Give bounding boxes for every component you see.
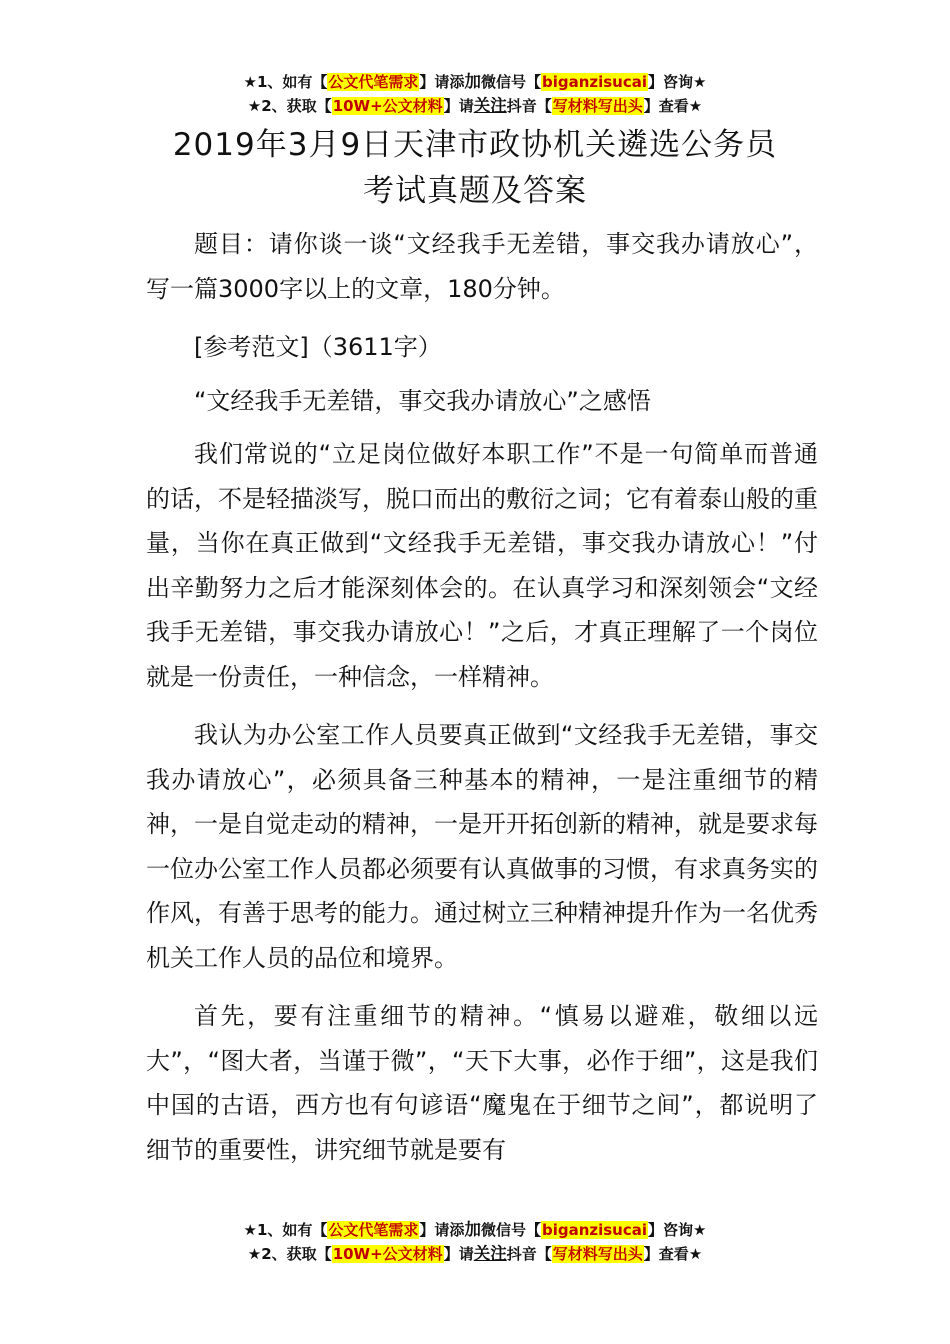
banner-text: 】咨询★ xyxy=(648,73,707,91)
highlight-wechat-id: biganzisucai xyxy=(541,73,648,91)
body-paragraph: 我认为办公室工作人员要真正做到“文经我手无差错，事交我办请放心”，必须具备三种基本的精神，一是注重细节的精神，一是自觉走动的精神，一是开开拓创新的精神，就是要求每一位办公室工作人员都必须要有认真做事的习惯，有求真务实的作风，有善于思考的能力。通过树立三种精神提升作为一名优秀机关工作人员的品位和境界。 xyxy=(146,721,818,972)
body-paragraph: 首先，要有注重细节的精神。“慎易以避难，敬细以远大”，“图大者，当谨于微”，“天下大事，必作于细”，这是我们中国的古语，西方也有句谚语“魔鬼在于细节之间”，都说明了细节的重要性，讲究细节就是要有 xyxy=(146,1002,818,1164)
banner-text: 】查看★ xyxy=(643,97,703,115)
essay-title: “文经我手无差错，事交我办请放心”之感悟 xyxy=(194,386,651,415)
body-paragraph: 我们常说的“立足岗位做好本职工作”不是一句简单而普通的话，不是轻描淡写，脱口而出的敷衍之词；它有着泰山般的重量，当你在真正做到“文经我手无差错，事交我办请放心！”付出辛勤努力之后才能深刻体会的。在认真学习和深刻领会“文经我手无差错，事交我办请放心！”之后，才真正理解了一个岗位就是一份责任，一种信念，一样精神。 xyxy=(146,440,818,691)
highlight-materials: 10W+公文材料 xyxy=(332,97,443,115)
banner-text: 】请添 xyxy=(419,1221,465,1239)
highlight-douyin: 写材料写出头 xyxy=(552,1245,643,1263)
banner-text: ★2、获取【 xyxy=(247,1245,332,1263)
title-line-2: 考试真题及答案 xyxy=(363,173,587,209)
question-paragraph: 题目：请你谈一谈“文经我手无差错，事交我办请放心”，写一篇3000字以上的文章，180分钟。 xyxy=(146,230,818,303)
document-title xyxy=(0,122,950,214)
header-banner-line-2 xyxy=(0,94,950,118)
highlight-ghostwriting: 公文代笔需求 xyxy=(328,73,419,91)
highlight-wechat-id: biganzisucai xyxy=(541,1221,648,1239)
header-banner-line-1 xyxy=(0,70,950,94)
banner-emphasis: 关注 xyxy=(473,96,507,115)
banner-text: 抖音【 xyxy=(506,97,552,115)
highlight-douyin: 写材料写出头 xyxy=(552,97,643,115)
banner-text: ★1、如有【 xyxy=(243,1221,328,1239)
footer-banner-line-2 xyxy=(0,1242,950,1266)
banner-text: 抖音【 xyxy=(506,1245,552,1263)
document-body xyxy=(146,222,818,1186)
banner-emphasis: 关注 xyxy=(473,1244,507,1263)
banner-text: ★1、如有【 xyxy=(243,73,328,91)
banner-text: 】请添 xyxy=(419,73,465,91)
banner-text: 】请 xyxy=(443,1245,474,1263)
banner-text: 】咨询★ xyxy=(648,1221,707,1239)
banner-text: ★2、获取【 xyxy=(247,97,332,115)
banner-text: 】请 xyxy=(443,97,474,115)
banner-text: 微信号【 xyxy=(480,73,541,91)
footer-banner xyxy=(0,1218,950,1266)
footer-banner-line-1 xyxy=(0,1218,950,1242)
banner-emphasis: 加 xyxy=(464,1220,481,1239)
banner-text: 微信号【 xyxy=(480,1221,541,1239)
banner-emphasis: 加 xyxy=(464,72,481,91)
header-banner xyxy=(0,70,950,118)
reference-label: [参考范文]（3611字） xyxy=(194,333,442,361)
title-line-1: 2019年3月9日天津市政协机关遴选公务员 xyxy=(172,127,778,163)
highlight-ghostwriting: 公文代笔需求 xyxy=(328,1221,419,1239)
highlight-materials: 10W+公文材料 xyxy=(332,1245,443,1263)
banner-text: 】查看★ xyxy=(643,1245,703,1263)
